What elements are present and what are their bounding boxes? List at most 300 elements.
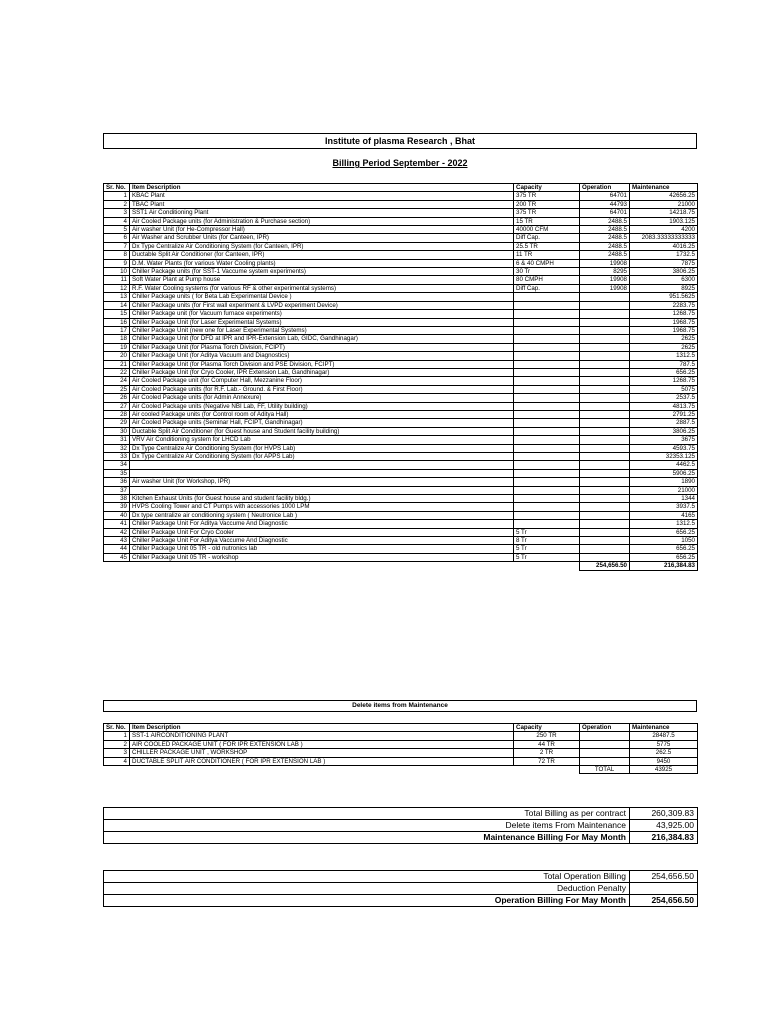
operation-cell: [580, 427, 630, 435]
maintenance-cell: 2625: [630, 335, 698, 343]
maintenance-cell: 787.5: [630, 360, 698, 368]
operation-cell: [580, 419, 630, 427]
operation-cell: [580, 301, 630, 309]
item-description-cell: Chiller Package Unit (for Cryo Cooler, IPR Extension Lab, Gandhinagar): [130, 368, 514, 376]
table-row: [104, 259, 698, 267]
item-description-cell: AIR COOLED PACKAGE UNIT ( FOR IPR EXTENSION LAB ): [130, 740, 514, 748]
item-description-cell: Chiller Package units (for First wall experiment & LVPD experiment Device): [130, 301, 514, 309]
item-description-cell: Chiller Package Unit (for Plasma Torch Division and PSE Division, FCIPT): [130, 360, 514, 368]
summary-row: [104, 871, 698, 883]
capacity-cell: 8 Tr: [514, 537, 580, 545]
summary-label: Deduction Penalty: [104, 883, 630, 895]
operation-cell: [580, 444, 630, 452]
table-row: [104, 385, 698, 393]
maintenance-cell: 3937.5: [630, 503, 698, 511]
maintenance-cell: 656.25: [630, 368, 698, 376]
capacity-cell: [514, 402, 580, 410]
sr-no-cell: 8: [104, 251, 130, 259]
item-description-cell: Air cooled Package units (for Control room of Aditya Hall): [130, 410, 514, 418]
operation-cell: [580, 410, 630, 418]
capacity-cell: 375 TR: [514, 209, 580, 217]
table-header-row: [104, 724, 698, 732]
maintenance-cell: 262.5: [630, 749, 698, 757]
item-description-cell: Chiller Package Unit (for Plasma Torch Division, FCIPT): [130, 343, 514, 351]
maintenance-cell: 4200: [630, 226, 698, 234]
table-row: [104, 469, 698, 477]
maintenance-cell: 3806.25: [630, 268, 698, 276]
item-description-cell: Chiller Package Unit (for Laser Experimental Systems): [130, 318, 514, 326]
column-header: Item Description: [130, 724, 514, 732]
item-description-cell: VRV Air Conditioning system for LHCD Lab: [130, 436, 514, 444]
totals-row: [104, 766, 698, 774]
table-row: [104, 200, 698, 208]
item-description-cell: TBAC Plant: [130, 200, 514, 208]
sr-no-cell: 19: [104, 343, 130, 351]
sr-no-cell: 31: [104, 436, 130, 444]
operation-cell: [580, 310, 630, 318]
capacity-cell: [514, 293, 580, 301]
sr-no-cell: 13: [104, 293, 130, 301]
empty-cell: [130, 766, 514, 774]
sr-no-cell: 22: [104, 368, 130, 376]
operation-cell: [580, 385, 630, 393]
sr-no-cell: 11: [104, 276, 130, 284]
operation-summary: [103, 870, 698, 907]
summary-value: 254,656.50: [630, 871, 698, 883]
maintenance-cell: 2625: [630, 343, 698, 351]
empty-cell: [514, 562, 580, 570]
capacity-cell: [514, 368, 580, 376]
maintenance-cell: 1903.125: [630, 217, 698, 225]
maintenance-cell: 21000: [630, 200, 698, 208]
maintenance-cell: 951.5625: [630, 293, 698, 301]
item-description-cell: Ductable Split Air Conditioner (for Guest house and Student facility building): [130, 427, 514, 435]
maintenance-cell: 1268.75: [630, 377, 698, 385]
totals-row: [104, 562, 698, 570]
operation-cell: [580, 511, 630, 519]
capacity-cell: [514, 436, 580, 444]
summary-value: 260,309.83: [630, 808, 698, 820]
operation-cell: [580, 360, 630, 368]
maintenance-cell: 14218.75: [630, 209, 698, 217]
capacity-cell: [514, 394, 580, 402]
item-description-cell: SST-1 AIRCONDITIONING PLANT: [130, 732, 514, 740]
maintenance-cell: 4462.5: [630, 461, 698, 469]
table-row: [104, 410, 698, 418]
item-description-cell: Chiller Package Unit 05 TR - old nutronics lab: [130, 545, 514, 553]
operation-cell: [580, 335, 630, 343]
operation-cell: [580, 503, 630, 511]
summary-row: [104, 808, 698, 820]
item-description-cell: Dx type centralize air conditioning system ( Neutronice Lab ): [130, 511, 514, 519]
table-row: [104, 268, 698, 276]
sr-no-cell: 41: [104, 520, 130, 528]
table-row: [104, 545, 698, 553]
sr-no-cell: 35: [104, 469, 130, 477]
maintenance-cell: 1268.75: [630, 310, 698, 318]
capacity-cell: [514, 377, 580, 385]
table-row: [104, 757, 698, 765]
operation-cell: [580, 495, 630, 503]
table-row: [104, 740, 698, 748]
sr-no-cell: 32: [104, 444, 130, 452]
delete-items-table: [103, 723, 698, 774]
sr-no-cell: 18: [104, 335, 130, 343]
capacity-cell: Diff Cap.: [514, 234, 580, 242]
operation-cell: 2488.5: [580, 242, 630, 250]
operation-cell: [580, 749, 630, 757]
empty-cell: [104, 562, 130, 570]
operation-cell: [580, 545, 630, 553]
summary-row: [104, 820, 698, 832]
total-label: TOTAL: [580, 766, 630, 774]
maintenance-cell: 4593.75: [630, 444, 698, 452]
maintenance-cell: 2887.5: [630, 419, 698, 427]
sr-no-cell: 2: [104, 200, 130, 208]
table-row: [104, 553, 698, 561]
sr-no-cell: 21: [104, 360, 130, 368]
table-row: [104, 360, 698, 368]
sr-no-cell: 6: [104, 234, 130, 242]
item-description-cell: DUCTABLE SPLIT AIR CONDITIONER ( FOR IPR EXTENSION LAB ): [130, 757, 514, 765]
table-row: [104, 368, 698, 376]
table-row: [104, 293, 698, 301]
capacity-cell: [514, 520, 580, 528]
table-row: [104, 495, 698, 503]
table-row: [104, 419, 698, 427]
item-description-cell: Chiller Package unit (for Vacuum furnace experiments): [130, 310, 514, 318]
item-description-cell: Chiller Package Unit (new one for Laser Experimental Systems): [130, 326, 514, 334]
table-row: [104, 209, 698, 217]
item-description-cell: Kitchen Exhaust Units (for Guest house and student facility bldg.): [130, 495, 514, 503]
operation-cell: 19908: [580, 284, 630, 292]
sr-no-cell: 44: [104, 545, 130, 553]
table-row: [104, 436, 698, 444]
item-description-cell: Dx Type Centralize Air Conditioning System (for HVPS Lab): [130, 444, 514, 452]
sr-no-cell: 9: [104, 259, 130, 267]
sr-no-cell: 27: [104, 402, 130, 410]
sr-no-cell: 2: [104, 740, 130, 748]
summary-label: Delete items From Maintenance: [104, 820, 630, 832]
maintenance-cell: 9450: [630, 757, 698, 765]
sr-no-cell: 3: [104, 749, 130, 757]
maintenance-cell: 3806.25: [630, 427, 698, 435]
item-description-cell: [130, 469, 514, 477]
total-maintenance: 216,384.83: [630, 562, 698, 570]
capacity-cell: [514, 461, 580, 469]
item-description-cell: Chiller Package Unit (for Aditya Vacuum and Diagnostics): [130, 352, 514, 360]
summary-value: [630, 883, 698, 895]
maintenance-cell: 28487.5: [630, 732, 698, 740]
table-row: [104, 242, 698, 250]
table-row: [104, 427, 698, 435]
item-description-cell: Soft Water Plant at Pump house: [130, 276, 514, 284]
sr-no-cell: 16: [104, 318, 130, 326]
column-header: Operation: [580, 184, 630, 192]
capacity-cell: 6 & 40 CMPH: [514, 259, 580, 267]
sr-no-cell: 14: [104, 301, 130, 309]
capacity-cell: [514, 503, 580, 511]
item-description-cell: [130, 486, 514, 494]
maintenance-cell: 21000: [630, 486, 698, 494]
operation-cell: [580, 402, 630, 410]
operation-cell: 2488.5: [580, 251, 630, 259]
operation-cell: 2488.5: [580, 217, 630, 225]
table-row: [104, 749, 698, 757]
operation-cell: [580, 394, 630, 402]
maintenance-cell: 1890: [630, 478, 698, 486]
operation-cell: 64701: [580, 192, 630, 200]
capacity-cell: 30 Tr: [514, 268, 580, 276]
sr-no-cell: 10: [104, 268, 130, 276]
table-row: [104, 310, 698, 318]
table-row: [104, 394, 698, 402]
summary-label: Total Operation Billing: [104, 871, 630, 883]
sr-no-cell: 3: [104, 209, 130, 217]
item-description-cell: KBAC Plant: [130, 192, 514, 200]
capacity-cell: [514, 427, 580, 435]
sr-no-cell: 45: [104, 553, 130, 561]
item-description-cell: Chiller Package Unit (for DFD at IPR and IPR-Extension Lab, GIDC, Gandhinagar): [130, 335, 514, 343]
maintenance-cell: 656.25: [630, 528, 698, 536]
maintenance-cell: 1312.5: [630, 352, 698, 360]
table-header-row: [104, 184, 698, 192]
delete-items-title: Delete items from Maintenance: [103, 700, 697, 712]
table-row: [104, 226, 698, 234]
capacity-cell: 375 TR: [514, 192, 580, 200]
maintenance-cell: 8925: [630, 284, 698, 292]
sr-no-cell: 17: [104, 326, 130, 334]
maintenance-cell: 1344: [630, 495, 698, 503]
sr-no-cell: 39: [104, 503, 130, 511]
billing-table: [103, 183, 698, 571]
sr-no-cell: 1: [104, 732, 130, 740]
item-description-cell: Air Cooled Package units (Seminar Hall, FCIPT, Gandhinagar): [130, 419, 514, 427]
capacity-cell: [514, 410, 580, 418]
sr-no-cell: 33: [104, 453, 130, 461]
summary-row: [104, 883, 698, 895]
item-description-cell: Air Washer and Scrubber Units (for Canteen, IPR): [130, 234, 514, 242]
sr-no-cell: 1: [104, 192, 130, 200]
sr-no-cell: 42: [104, 528, 130, 536]
table-row: [104, 528, 698, 536]
table-row: [104, 234, 698, 242]
operation-cell: [580, 740, 630, 748]
maintenance-cell: 656.25: [630, 553, 698, 561]
column-header: Item Description: [130, 184, 514, 192]
table-row: [104, 444, 698, 452]
operation-cell: 19908: [580, 276, 630, 284]
maintenance-cell: 656.25: [630, 545, 698, 553]
summary-label: Operation Billing For May Month: [104, 895, 630, 907]
item-description-cell: Air Cooled Package units (for Admin Annexure): [130, 394, 514, 402]
sr-no-cell: 37: [104, 486, 130, 494]
maintenance-cell: 4016.25: [630, 242, 698, 250]
capacity-cell: [514, 478, 580, 486]
operation-cell: [580, 469, 630, 477]
column-header: Sr. No.: [104, 724, 130, 732]
capacity-cell: [514, 360, 580, 368]
item-description-cell: D.M. Water Plants (for various Water Cooling plants): [130, 259, 514, 267]
item-description-cell: Dx Type Centralize Air Conditioning System (for Canteen, IPR): [130, 242, 514, 250]
capacity-cell: [514, 310, 580, 318]
table-row: [104, 732, 698, 740]
capacity-cell: [514, 453, 580, 461]
maintenance-summary: [103, 807, 698, 844]
maintenance-cell: 3675: [630, 436, 698, 444]
total-value: 43925: [630, 766, 698, 774]
maintenance-cell: 5075: [630, 385, 698, 393]
operation-cell: 2488.5: [580, 234, 630, 242]
table-row: [104, 377, 698, 385]
operation-cell: 8295: [580, 268, 630, 276]
table-row: [104, 326, 698, 334]
operation-cell: [580, 318, 630, 326]
capacity-cell: [514, 301, 580, 309]
column-header: Maintenance: [630, 724, 698, 732]
item-description-cell: R.F. Water Cooling systems (for various RF & other experimental systems): [130, 284, 514, 292]
table-row: [104, 520, 698, 528]
maintenance-cell: 7875: [630, 259, 698, 267]
item-description-cell: Air Cooled Package units (for Administration & Purchase section): [130, 217, 514, 225]
operation-cell: [580, 368, 630, 376]
capacity-cell: 72 TR: [514, 757, 580, 765]
item-description-cell: Chiller Package Unit 05 TR - workshop: [130, 553, 514, 561]
table-row: [104, 352, 698, 360]
capacity-cell: [514, 419, 580, 427]
billing-period-title: Billing Period September - 2022: [332, 158, 468, 168]
table-row: [104, 486, 698, 494]
table-row: [104, 503, 698, 511]
operation-cell: [580, 520, 630, 528]
capacity-cell: 80 CMPH: [514, 276, 580, 284]
table-row: [104, 461, 698, 469]
summary-value: 254,656.50: [630, 895, 698, 907]
sr-no-cell: 30: [104, 427, 130, 435]
summary-value: 43,925.00: [630, 820, 698, 832]
maintenance-cell: 1968.75: [630, 318, 698, 326]
sr-no-cell: 29: [104, 419, 130, 427]
operation-cell: [580, 478, 630, 486]
maintenance-cell: 1050: [630, 537, 698, 545]
summary-row: [104, 832, 698, 844]
capacity-cell: [514, 469, 580, 477]
capacity-cell: 2 TR: [514, 749, 580, 757]
operation-cell: [580, 453, 630, 461]
item-description-cell: Air Cooled Package units (for R.F. Lab.- Ground. & First Floor): [130, 385, 514, 393]
item-description-cell: Air Cooled Package unit (for Computer Hall, Mezzanine Floor): [130, 377, 514, 385]
capacity-cell: [514, 385, 580, 393]
column-header: Sr. No.: [104, 184, 130, 192]
operation-cell: [580, 343, 630, 351]
capacity-cell: 200 TR: [514, 200, 580, 208]
maintenance-cell: 1732.5: [630, 251, 698, 259]
operation-cell: 2488.5: [580, 226, 630, 234]
capacity-cell: 5 Tr: [514, 528, 580, 536]
table-row: [104, 343, 698, 351]
sr-no-cell: 36: [104, 478, 130, 486]
table-row: [104, 301, 698, 309]
capacity-cell: [514, 352, 580, 360]
table-row: [104, 276, 698, 284]
capacity-cell: [514, 318, 580, 326]
operation-cell: [580, 352, 630, 360]
operation-cell: [580, 486, 630, 494]
item-description-cell: Ductable Split Air Conditioner (for Canteen, IPR): [130, 251, 514, 259]
item-description-cell: Dx Type Centralize Air Conditioning System (for APPS Lab): [130, 453, 514, 461]
sr-no-cell: 43: [104, 537, 130, 545]
table-row: [104, 511, 698, 519]
capacity-cell: [514, 495, 580, 503]
capacity-cell: Diff Cap.: [514, 284, 580, 292]
operation-cell: [580, 732, 630, 740]
table-row: [104, 537, 698, 545]
sr-no-cell: 40: [104, 511, 130, 519]
capacity-cell: 44 TR: [514, 740, 580, 748]
maintenance-cell: 6300: [630, 276, 698, 284]
summary-label: Maintenance Billing For May Month: [104, 832, 630, 844]
item-description-cell: Chiller Package Unit For Cryo Cooler: [130, 528, 514, 536]
column-header: Maintenance: [630, 184, 698, 192]
empty-cell: [104, 766, 130, 774]
capacity-cell: [514, 326, 580, 334]
institute-title: Institute of plasma Research , Bhat: [103, 133, 697, 149]
operation-cell: [580, 436, 630, 444]
maintenance-cell: 42656.25: [630, 192, 698, 200]
capacity-cell: 5 Tr: [514, 545, 580, 553]
maintenance-cell: 4813.75: [630, 402, 698, 410]
capacity-cell: 5 Tr: [514, 553, 580, 561]
maintenance-cell: 2537.5: [630, 394, 698, 402]
capacity-cell: 11 TR: [514, 251, 580, 259]
table-row: [104, 251, 698, 259]
item-description-cell: SST1 Air Conditioning Plant: [130, 209, 514, 217]
capacity-cell: 40000 CFM: [514, 226, 580, 234]
sr-no-cell: 38: [104, 495, 130, 503]
column-header: Operation: [580, 724, 630, 732]
maintenance-cell: 1968.75: [630, 326, 698, 334]
capacity-cell: [514, 335, 580, 343]
operation-cell: 44793: [580, 200, 630, 208]
capacity-cell: [514, 444, 580, 452]
item-description-cell: Air washer Unit (for Workshop, IPR): [130, 478, 514, 486]
table-row: [104, 284, 698, 292]
sr-no-cell: 4: [104, 217, 130, 225]
sr-no-cell: 25: [104, 385, 130, 393]
maintenance-cell: 5775: [630, 740, 698, 748]
table-row: [104, 402, 698, 410]
capacity-cell: 25.5 TR: [514, 242, 580, 250]
empty-cell: [514, 766, 580, 774]
capacity-cell: [514, 486, 580, 494]
maintenance-cell: 32353.125: [630, 453, 698, 461]
sr-no-cell: 12: [104, 284, 130, 292]
sr-no-cell: 7: [104, 242, 130, 250]
capacity-cell: 15 TR: [514, 217, 580, 225]
maintenance-cell: 4165: [630, 511, 698, 519]
item-description-cell: Air washer Unit (for He-Compressor Hall): [130, 226, 514, 234]
operation-cell: [580, 528, 630, 536]
summary-label: Total Billing as per contract: [104, 808, 630, 820]
sr-no-cell: 20: [104, 352, 130, 360]
capacity-cell: 250 TR: [514, 732, 580, 740]
operation-cell: [580, 553, 630, 561]
item-description-cell: Chiller Package Unit For Aditya Vaccume And Diagnostic: [130, 537, 514, 545]
operation-cell: [580, 377, 630, 385]
maintenance-cell: 2083.33333333333: [630, 234, 698, 242]
maintenance-cell: 5906.25: [630, 469, 698, 477]
total-operation: 254,656.50: [580, 562, 630, 570]
